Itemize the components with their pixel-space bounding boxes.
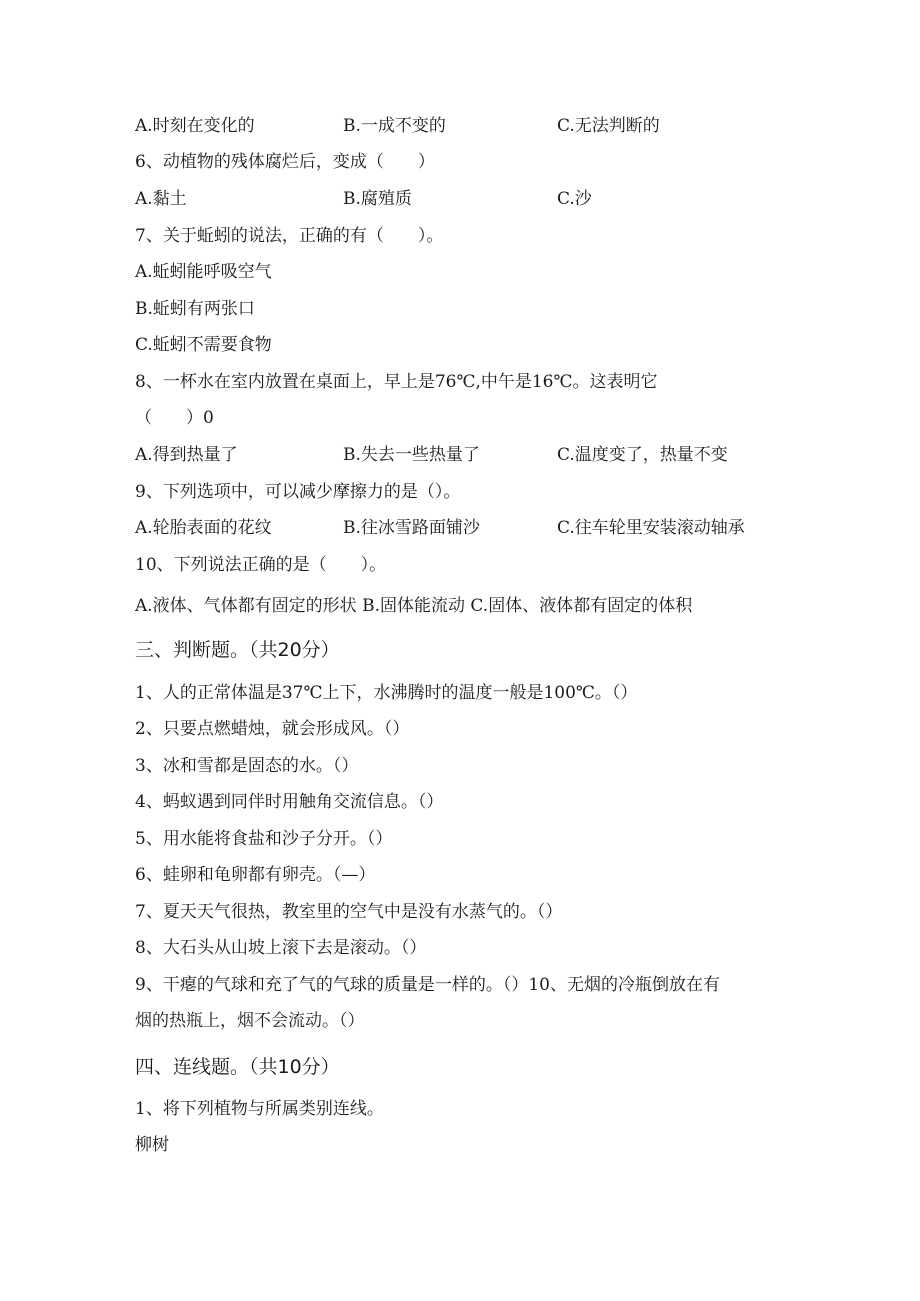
q7-option-b: B.蚯蚓有两张口 [135, 299, 255, 319]
judge-item-5: 5、用水能将食盐和沙子分开。（） [135, 829, 393, 849]
section4-title: 四、连线题。（共10分） [135, 1056, 340, 1078]
q5-option-a: A.时刻在变化的 [135, 116, 255, 136]
judge-item-4: 4、蚂蚁遇到同伴时用触角交流信息。（） [135, 792, 444, 812]
judge-item-7: 7、夏天天气很热，教室里的空气中是没有水蒸气的。（） [135, 902, 563, 922]
q9-option-c: C.往车轮里安装滚动轴承 [557, 518, 745, 538]
judge-item-9-continued: 烟的热瓶上，烟不会流动。（） [135, 1011, 365, 1031]
q8-option-a: A.得到热量了 [135, 445, 238, 465]
judge-item-1: 1、人的正常体温是37℃上下，水沸腾时的温度一般是100℃。（） [135, 683, 638, 703]
q8-option-c: C.温度变了，热量不变 [557, 445, 728, 465]
judge-item-3: 3、冰和雪都是固态的水。（） [135, 756, 359, 776]
judge-item-8: 8、大石头从山坡上滚下去是滚动。（） [135, 938, 427, 958]
section3-title: 三、判断题。（共20分） [135, 639, 340, 661]
q8-option-b: B.失去一些热量了 [343, 445, 480, 465]
q10-stem: 10、下列说法正确的是（ ）。 [135, 555, 387, 575]
q5-option-b: B.一成不变的 [343, 116, 446, 136]
q7-option-c: C.蚯蚓不需要食物 [135, 335, 272, 355]
matching-item-1: 1、将下列植物与所属类别连线。 [135, 1099, 384, 1119]
q6-option-a: A.黏土 [135, 189, 187, 209]
q7-stem: 7、关于蚯蚓的说法，正确的有（ ）。 [135, 226, 444, 246]
matching-plant-label: 柳树 [135, 1135, 169, 1155]
q8-stem-continued: （ ）0 [135, 408, 214, 428]
q9-option-a: A.轮胎表面的花纹 [135, 518, 272, 538]
q9-option-b: B.往冰雪路面铺沙 [343, 518, 480, 538]
q9-stem: 9、下列选项中，可以减少摩擦力的是（）。 [135, 482, 461, 502]
q6-option-c: C.沙 [557, 189, 592, 209]
q6-stem: 6、动植物的残体腐烂后，变成（ ） [135, 152, 435, 172]
q10-options: A.液体、气体都有固定的形状 B.固体能流动 C.固体、液体都有固定的体积 [135, 596, 693, 616]
q8-stem: 8、一杯水在室内放置在桌面上，早上是76℃,中午是16℃。这表明它 [135, 372, 658, 392]
q7-option-a: A.蚯蚓能呼吸空气 [135, 262, 272, 282]
q5-option-c: C.无法判断的 [557, 116, 660, 136]
judge-item-2: 2、只要点燃蜡烛，就会形成风。（） [135, 719, 410, 739]
q6-option-b: B.腐殖质 [343, 189, 412, 209]
judge-item-6: 6、蛙卵和龟卵都有卵壳。（—） [135, 865, 376, 885]
judge-item-9: 9、干瘪的气球和充了气的气球的质量是一样的。（）10、无烟的冷瓶倒放在有 [135, 975, 720, 995]
